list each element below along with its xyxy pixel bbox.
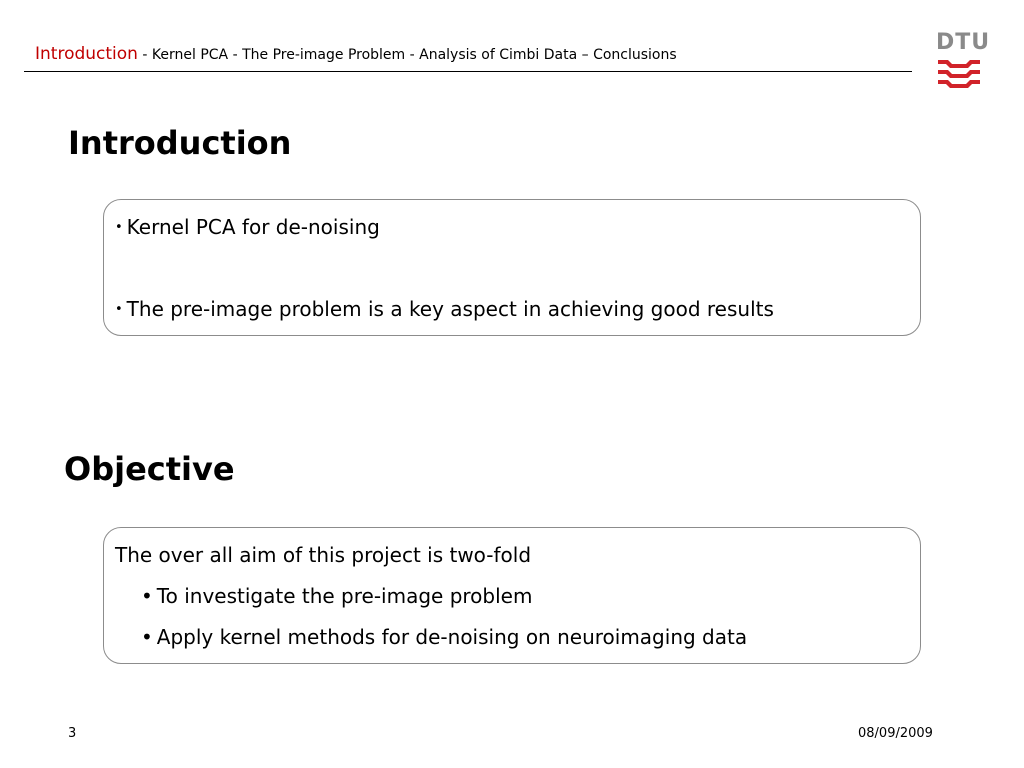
header-divider <box>24 71 912 72</box>
objective-box <box>103 527 921 664</box>
slide-navigation-breadcrumb <box>35 44 677 64</box>
dtu-logo <box>936 30 991 94</box>
slide-date: 08/09/2009 <box>858 726 933 741</box>
introduction-box <box>103 199 921 336</box>
bullet-icon: • <box>115 220 123 235</box>
page-number: 3 <box>68 726 77 741</box>
introduction-bullet <box>115 297 774 322</box>
dtu-logo-icon <box>938 58 980 92</box>
bullet-icon: • <box>115 302 123 317</box>
bullet-text: The pre-image problem is a key aspect in achieving good results <box>126 297 774 321</box>
objective-bullet <box>141 584 532 608</box>
objective-lead-text: The over all aim of this project is two-fold <box>115 543 532 567</box>
objective-heading: Objective <box>64 450 235 488</box>
bullet-icon: • <box>141 625 153 649</box>
introduction-heading: Introduction <box>68 124 292 162</box>
dtu-logo-text: DTU <box>936 30 991 55</box>
introduction-bullet <box>115 215 380 240</box>
objective-bullet <box>141 625 747 649</box>
bullet-text: Kernel PCA for de-noising <box>126 215 380 239</box>
nav-current-section: Introduction <box>35 44 138 64</box>
bullet-text: To investigate the pre-image problem <box>156 584 533 608</box>
nav-other-sections: - Kernel PCA - The Pre-image Problem - Analysis of Cimbi Data – Conclusions <box>137 47 677 63</box>
bullet-icon: • <box>141 584 153 608</box>
bullet-text: Apply kernel methods for de-noising on neuroimaging data <box>156 625 748 649</box>
